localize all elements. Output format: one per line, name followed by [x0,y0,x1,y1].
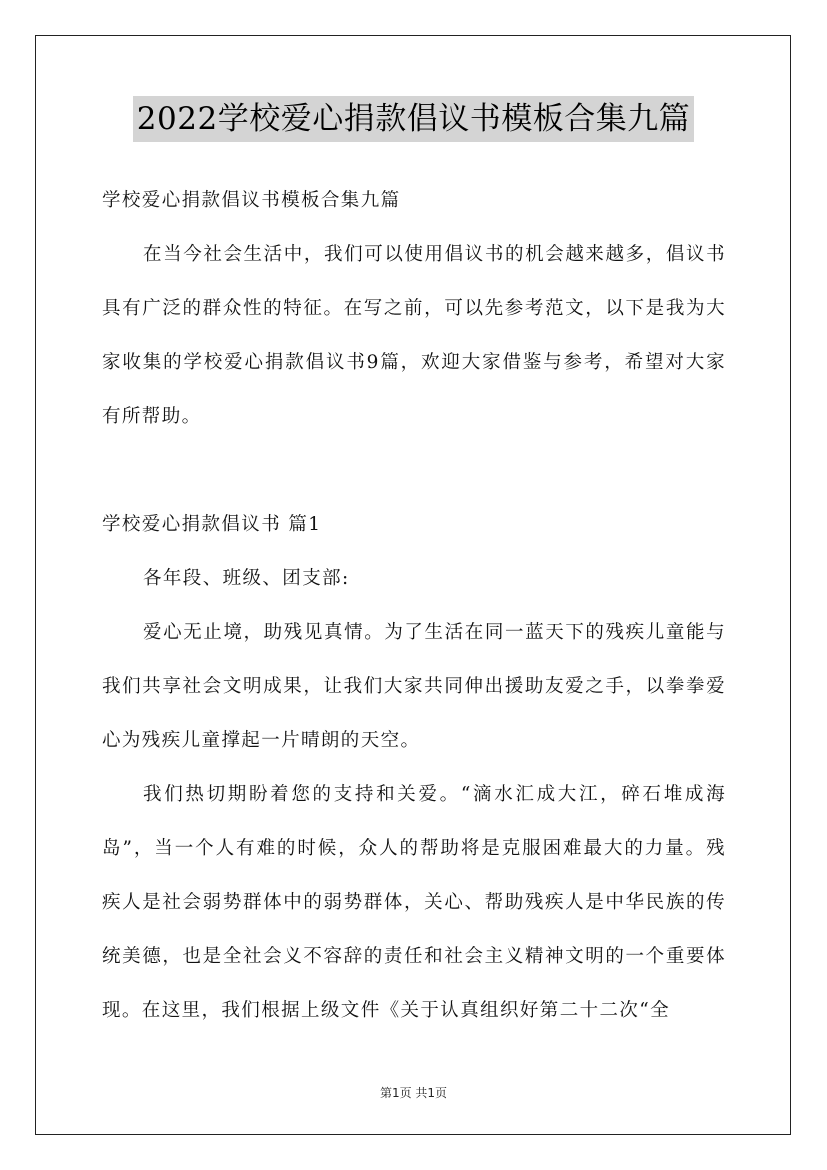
document-body [102,174,726,1038]
document-title: 2022学校爱心捐款倡议书模板合集九篇 [133,96,694,142]
document-subtitle: 学校爱心捐款倡议书模板合集九篇 [102,190,401,211]
intro-paragraph: 在当今社会生活中，我们可以使用倡议书的机会越来越多，倡议书具有广泛的群众性的特征。在写之前，可以先参考范文，以下是我为大家收集的学校爱心捐款倡议书9篇，欢迎大家借鉴与参考，希望对大家有所帮助。 [102,244,726,427]
title-area [0,96,827,142]
section-heading: 学校爱心捐款倡议书 篇1 [102,514,322,535]
page-footer: 第1页 共1页 [379,1086,448,1100]
salutation: 各年段、班级、团支部: [143,568,350,589]
body-paragraph: 爱心无止境，助残见真情。为了生活在同一蓝天下的残疾儿童能与我们共享社会文明成果，让我们大家共同伸出援助友爱之手，以拳拳爱心为残疾儿童撑起一片晴朗的天空。 [102,622,726,751]
body-paragraph: 我们热切期盼着您的支持和关爱。“滴水汇成大江，碎石堆成海岛”，当一个人有难的时候，众人的帮助将是克服困难最大的力量。残疾人是社会弱势群体中的弱势群体，关心、帮助残疾人是中华民族的传统美德，也是全社会义不容辞的责任和社会主义精神文明的一个重要体现。在这里，我们根据上级文件《关于认真组织好第二十二次“全 [102,784,726,1021]
blank-line [102,444,726,498]
